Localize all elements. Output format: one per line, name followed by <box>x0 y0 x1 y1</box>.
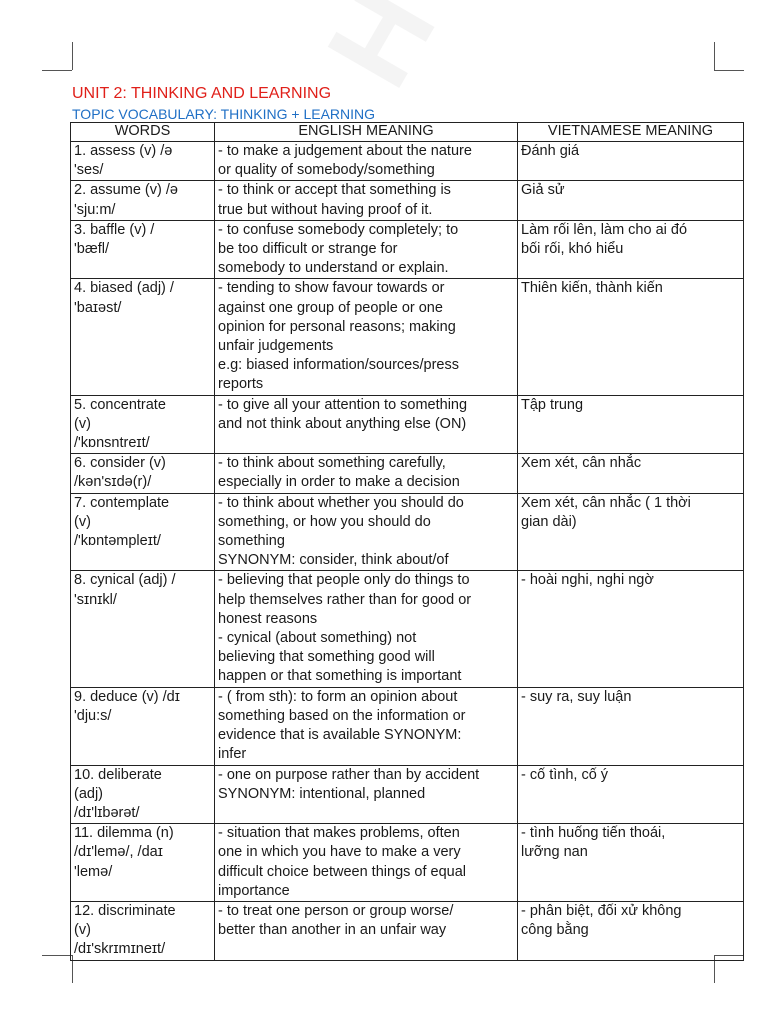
vietnamese-meaning-cell: Làm rối lên, làm cho ai đó bối rối, khó hiểu <box>518 220 744 279</box>
word-cell: 5. concentrate (v) /'kɒnsntreɪt/ <box>71 395 215 454</box>
table-row <box>71 454 744 493</box>
crop-mark-top-right-h <box>714 70 744 71</box>
table-row <box>71 571 744 687</box>
english-meaning-cell: - one on purpose rather than by accident SYNONYM: intentional, planned <box>215 765 518 824</box>
word-cell: 4. biased (adj) / 'baɪəst/ <box>71 279 215 395</box>
table-row <box>71 493 744 571</box>
column-header-words: WORDS <box>71 123 215 142</box>
watermark <box>300 0 767 109</box>
table-row <box>71 181 744 220</box>
vietnamese-meaning-cell: - phân biệt, đối xử không công bằng <box>518 901 744 960</box>
vietnamese-meaning-cell: Đánh giá <box>518 142 744 181</box>
table-row <box>71 901 744 960</box>
english-meaning-cell: - to make a judgement about the nature or quality of somebody/something <box>215 142 518 181</box>
vietnamese-meaning-cell: Xem xét, cân nhắc <box>518 454 744 493</box>
english-meaning-cell: - to treat one person or group worse/ better than another in an unfair way <box>215 901 518 960</box>
table-header-row <box>71 123 744 142</box>
table-row <box>71 395 744 454</box>
english-meaning-cell: - to confuse somebody completely; to be too difficult or strange for somebody to understand or explain. <box>215 220 518 279</box>
vietnamese-meaning-cell: Xem xét, cân nhắc ( 1 thời gian dài) <box>518 493 744 571</box>
crop-mark-top-left-v <box>72 42 73 70</box>
word-cell: 8. cynical (adj) / 'sɪnɪkl/ <box>71 571 215 687</box>
vietnamese-meaning-cell: - hoài nghi, nghi ngờ <box>518 571 744 687</box>
table-row <box>71 765 744 824</box>
vietnamese-meaning-cell: - suy ra, suy luận <box>518 687 744 765</box>
word-cell: 11. dilemma (n) /dɪ'lemə/, /daɪ 'lemə/ <box>71 824 215 902</box>
table-row <box>71 142 744 181</box>
vietnamese-meaning-cell: - tình huống tiến thoái, lưỡng nan <box>518 824 744 902</box>
word-cell: 1. assess (v) /ə 'ses/ <box>71 142 215 181</box>
english-meaning-cell: - ( from sth): to form an opinion about something based on the information or evidence that is available SYNONYM: infer <box>215 687 518 765</box>
word-cell: 10. deliberate (adj) /dɪ'lɪbərət/ <box>71 765 215 824</box>
english-meaning-cell: - to think about something carefully, especially in order to make a decision <box>215 454 518 493</box>
word-cell: 2. assume (v) /ə 'sju:m/ <box>71 181 215 220</box>
table-row <box>71 220 744 279</box>
word-cell: 12. discriminate (v) /dɪ'skrɪmɪneɪt/ <box>71 901 215 960</box>
word-cell: 9. deduce (v) /dɪ 'dju:s/ <box>71 687 215 765</box>
vietnamese-meaning-cell: Thiên kiến, thành kiến <box>518 279 744 395</box>
crop-mark-bottom-left-h <box>42 955 72 956</box>
crop-mark-top-right-v <box>714 42 715 70</box>
vietnamese-meaning-cell: Tập trung <box>518 395 744 454</box>
vietnamese-meaning-cell: Giả sử <box>518 181 744 220</box>
word-cell: 6. consider (v) /kən'sɪdə(r)/ <box>71 454 215 493</box>
table-row <box>71 279 744 395</box>
english-meaning-cell: - to give all your attention to something and not think about anything else (ON) <box>215 395 518 454</box>
topic-title: TOPIC VOCABULARY: THINKING + LEARNING <box>72 106 376 122</box>
column-header-english: ENGLISH MEANING <box>215 123 518 142</box>
crop-mark-top-left-h <box>42 70 72 71</box>
word-cell: 7. contemplate (v) /'kɒntəmpleɪt/ <box>71 493 215 571</box>
english-meaning-cell: - tending to show favour towards or against one group of people or one opinion for personal reasons; making unfair judgements e.g: biased information/sources/press reports <box>215 279 518 395</box>
column-header-vietnamese: VIETNAMESE MEANING <box>518 123 744 142</box>
vietnamese-meaning-cell: - cố tình, cố ý <box>518 765 744 824</box>
word-cell: 3. baffle (v) / 'bæfl/ <box>71 220 215 279</box>
vocabulary-table <box>70 122 744 961</box>
table-row <box>71 687 744 765</box>
table-row <box>71 824 744 902</box>
unit-title: UNIT 2: THINKING AND LEARNING <box>72 85 332 102</box>
english-meaning-cell: - to think or accept that something is true but without having proof of it. <box>215 181 518 220</box>
english-meaning-cell: - situation that makes problems, often one in which you have to make a very difficult choice between things of equal importance <box>215 824 518 902</box>
english-meaning-cell: - believing that people only do things to help themselves rather than for good or honest reasons - cynical (about something) not believing that something good will happen or that something is important <box>215 571 518 687</box>
english-meaning-cell: - to think about whether you should do something, or how you should do something SYNONYM: consider, think about/of <box>215 493 518 571</box>
